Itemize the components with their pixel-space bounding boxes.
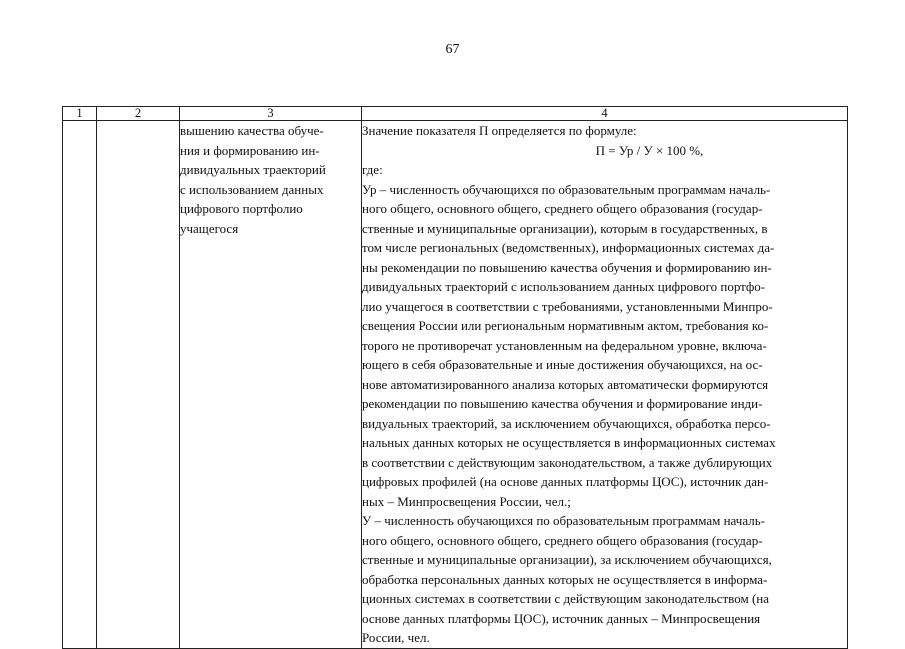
indicator-name-line: дивидуальных траекторий [180,162,326,177]
cell-indicator-name [180,121,362,649]
method-line: ного общего, основного общего, среднего общего образования (государ- [362,532,763,548]
method-line: ционных системах в соответствии с действующим законодательством (на [362,591,770,606]
method-line: ного общего, основного общего, среднего общего образования (государ- [362,201,763,216]
method-line: ственные и муниципальные организации), которым в государственных, в [362,220,768,236]
indicator-name-line: вышению качества обуче- [180,123,324,138]
header-col-1: 1 [63,107,97,121]
method-line: лио учащегося в соответствии с требованиями, установленными Минпро- [362,298,773,314]
page-number: 67 [445,42,460,57]
method-line: цифровых профилей (на основе данных платформы ЦОС), источник дан- [362,474,769,489]
method-line: дивидуальных траекторий с использованием данных цифрового портфо- [362,279,766,294]
method-line: рекомендации по повышению качества обучения и формирование инди- [362,396,763,411]
formula-intro: Значение показателя П определяется по формуле: [362,123,637,138]
indicator-name-line: с использованием данных [180,181,324,197]
method-line: ственные и муниципальные организации), за исключением обучающихся, [362,552,772,567]
method-line: основе данных платформы ЦОС), источник данных – Минпросвещения [362,610,761,626]
method-line: России, чел. [362,630,430,645]
table-row [63,121,848,649]
method-line: У – численность обучающихся по образовательным программам началь- [362,513,765,528]
table-header-row [63,107,848,121]
method-line: в соответствии с действующим законодательством, а также дублирующих [362,454,773,470]
method-line: торого не противоречат установленным на федеральном уровне, включа- [362,337,767,353]
method-line: видуальных траекторий, за исключением обучающихся, обработка персо- [362,415,771,431]
cell-calculation-method [362,121,848,649]
indicator-table [62,106,848,649]
method-line: ны рекомендации по повышению качества обучения и формированию ин- [362,259,772,275]
method-line: ных – Минпросвещения России, чел.; [362,493,571,509]
indicator-name-line: цифрового портфолио [180,201,303,216]
cell-col-2 [97,121,180,649]
indicator-name-line: учащегося [180,220,239,236]
method-line: нальных данных которых не осуществляется в информационных системах [362,435,776,450]
header-col-3: 3 [180,107,362,121]
method-line: Ур – численность обучающихся по образовательным программам началь- [362,181,771,197]
method-line: том числе региональных (ведомственных), информационных системах да- [362,240,775,255]
method-line: свещения России или региональным нормативным актом, требования ко- [362,318,769,333]
method-line: ющего в себя образовательные и иные достижения обучающихся, на ос- [362,357,763,372]
method-line: где: [362,162,383,177]
method-line: обработка персональных данных которых не осуществляется в информа- [362,571,768,587]
method-line: нове автоматизированного анализа которых автоматически формируются [362,376,769,392]
formula: П = Ур / У × 100 %, [595,142,704,158]
cell-col-1 [63,121,97,649]
indicator-name-line: ния и формированию ин- [180,142,320,158]
header-col-2: 2 [97,107,180,121]
header-col-4: 4 [362,107,848,121]
